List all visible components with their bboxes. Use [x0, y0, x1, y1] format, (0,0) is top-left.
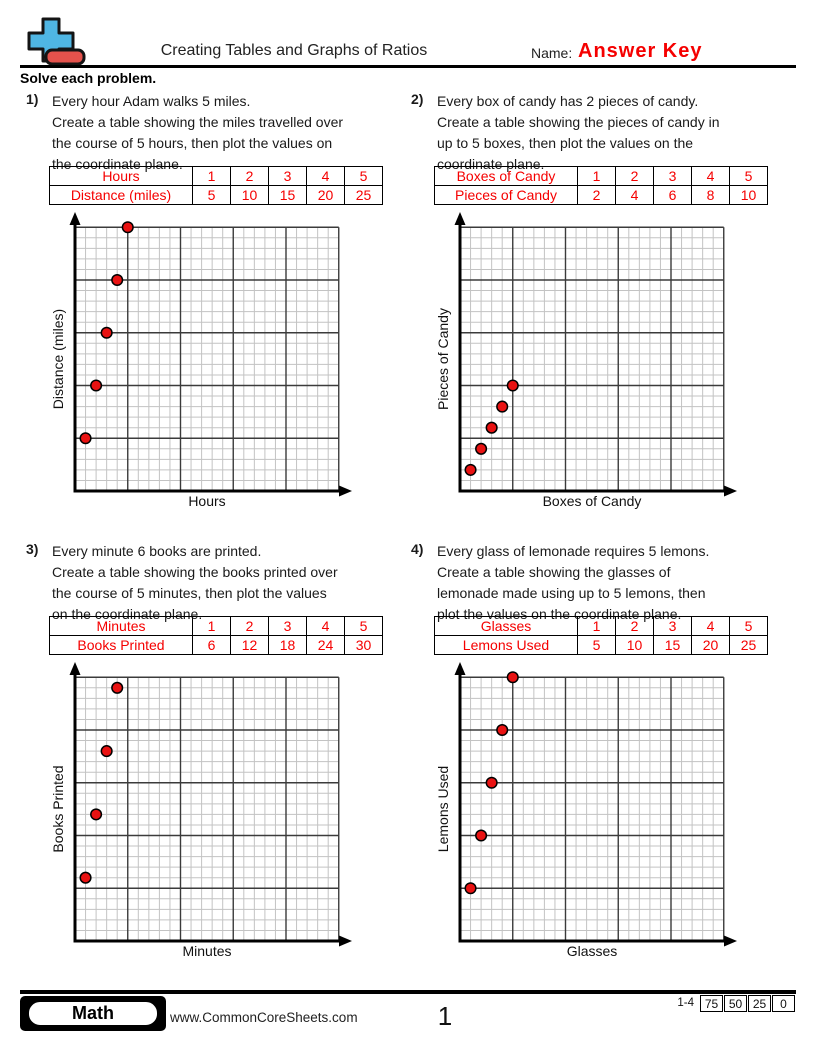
- problem-4: [409, 540, 793, 992]
- table-cell: 24: [307, 636, 345, 655]
- problem-text-line: Every minute 6 books are printed.: [52, 543, 262, 559]
- page-title: Creating Tables and Graphs of Ratios: [160, 42, 428, 59]
- table-cell: 5: [730, 617, 768, 636]
- data-point: [112, 275, 123, 286]
- x-axis-label: Glasses: [566, 943, 618, 959]
- table-cell: 2: [616, 167, 654, 186]
- problem-text-line: Every box of candy has 2 pieces of candy.: [437, 93, 699, 109]
- table-row: [435, 636, 768, 655]
- coordinate-plane-svg: [419, 658, 769, 962]
- table-cell: 5: [730, 167, 768, 186]
- score-table: [700, 995, 795, 1012]
- coordinate-plane-svg: [34, 208, 384, 512]
- table-cell: 30: [345, 636, 383, 655]
- table-cell: 6: [654, 186, 692, 205]
- footer-rule: [20, 990, 796, 994]
- problem-text-line: Create a table showing the books printed over: [52, 564, 338, 580]
- problem-number: 2): [411, 91, 424, 107]
- data-point: [91, 380, 102, 391]
- table-row: [435, 186, 768, 205]
- data-point: [80, 872, 91, 883]
- y-axis-arrow: [70, 662, 81, 675]
- table-cell: 5: [345, 167, 383, 186]
- x-axis-arrow: [724, 936, 737, 947]
- row-label: Distance (miles): [50, 186, 193, 205]
- table-cell: 4: [307, 617, 345, 636]
- website-url: www.CommonCoreSheets.com: [170, 1010, 358, 1025]
- x-axis-label: Minutes: [182, 943, 232, 959]
- data-point: [80, 433, 91, 444]
- problem-1: [24, 90, 408, 542]
- table-cell: 4: [307, 167, 345, 186]
- table-row: [50, 636, 383, 655]
- y-axis-arrow: [455, 212, 466, 225]
- table-cell: 2: [616, 617, 654, 636]
- score-cell: 25: [748, 995, 771, 1012]
- problem-text-line: coordinate plane.: [437, 156, 545, 172]
- instruction-text: Solve each problem.: [20, 70, 157, 86]
- ratio-table: [434, 616, 768, 655]
- table-cell: 1: [193, 167, 231, 186]
- data-point: [476, 444, 487, 455]
- math-badge: [20, 996, 166, 1031]
- row-label: Glasses: [435, 617, 578, 636]
- problem-text: [437, 541, 709, 625]
- table-row: [435, 167, 768, 186]
- data-point: [507, 380, 518, 391]
- name-label: Name:: [531, 45, 573, 61]
- table-cell: 1: [193, 617, 231, 636]
- problem-text-line: Create a table showing the glasses of: [437, 564, 671, 580]
- coordinate-plane: [419, 208, 769, 512]
- table-row: [50, 167, 383, 186]
- ratio-table: [49, 166, 383, 205]
- table-cell: 3: [654, 617, 692, 636]
- page-number: 1: [437, 1001, 453, 1031]
- coordinate-plane: [34, 208, 384, 512]
- data-point: [112, 683, 123, 694]
- data-point: [497, 725, 508, 736]
- table-row: [50, 617, 383, 636]
- problem-number: 3): [26, 541, 39, 557]
- problem-text-line: Create a table showing the miles travelled over: [52, 114, 344, 130]
- table-cell: 4: [616, 186, 654, 205]
- problem-number: 1): [26, 91, 39, 107]
- table-cell: 3: [269, 167, 307, 186]
- table-cell: 2: [578, 186, 616, 205]
- data-point: [486, 777, 497, 788]
- coordinate-plane: [419, 658, 769, 962]
- table-cell: 15: [654, 636, 692, 655]
- table-cell: 5: [345, 617, 383, 636]
- subject-label: Math: [27, 1000, 159, 1027]
- problem-text-line: plot the values on the coordinate plane.: [437, 606, 682, 622]
- y-axis-label: Books Printed: [50, 765, 66, 853]
- data-point: [91, 809, 102, 820]
- data-point: [486, 422, 497, 433]
- x-axis-arrow: [339, 936, 352, 947]
- y-axis-label: Distance (miles): [50, 308, 66, 410]
- table-cell: 15: [269, 186, 307, 205]
- data-point: [465, 883, 476, 894]
- score-cell: 75: [700, 995, 723, 1012]
- row-label: Books Printed: [50, 636, 193, 655]
- table-cell: 20: [692, 636, 730, 655]
- table-cell: 1: [578, 167, 616, 186]
- table-row: [50, 186, 383, 205]
- table-cell: 3: [269, 617, 307, 636]
- table-cell: 25: [345, 186, 383, 205]
- problem-2: [409, 90, 793, 542]
- ratio-table: [49, 616, 383, 655]
- x-axis-arrow: [724, 486, 737, 497]
- table-cell: 5: [578, 636, 616, 655]
- table-cell: 1: [578, 617, 616, 636]
- problem-text: [437, 91, 720, 175]
- problem-text-line: on the coordinate plane.: [52, 606, 203, 622]
- problem-text-line: Create a table showing the pieces of candy in: [437, 114, 720, 130]
- problem-text-line: up to 5 boxes, then plot the values on the: [437, 135, 694, 151]
- coordinate-plane-svg: [419, 208, 769, 512]
- row-label: Minutes: [50, 617, 193, 636]
- commoncoresheets-logo: [16, 12, 106, 68]
- coordinate-plane-svg: [34, 658, 384, 962]
- problem-text-line: the course of 5 hours, then plot the values on: [52, 135, 333, 151]
- x-axis-arrow: [339, 486, 352, 497]
- problem-number: 4): [411, 541, 424, 557]
- data-point: [101, 327, 112, 338]
- table-cell: 5: [193, 186, 231, 205]
- data-point: [507, 672, 518, 683]
- header-rule: [20, 65, 796, 68]
- problem-range: 1-4: [677, 997, 694, 1009]
- y-axis-label: Lemons Used: [435, 765, 451, 853]
- data-point: [465, 465, 476, 476]
- y-axis-arrow: [455, 662, 466, 675]
- problem-text-line: lemonade made using up to 5 lemons, then: [437, 585, 706, 601]
- table-row: [435, 617, 768, 636]
- table-cell: 2: [231, 617, 269, 636]
- problem-text-line: Every glass of lemonade requires 5 lemons.: [437, 543, 710, 559]
- row-label: Boxes of Candy: [435, 167, 578, 186]
- table-cell: 20: [307, 186, 345, 205]
- table-cell: 12: [231, 636, 269, 655]
- row-label: Lemons Used: [435, 636, 578, 655]
- problem-3: [24, 540, 408, 992]
- answer-key-text: Answer Key: [578, 40, 703, 62]
- table-cell: 4: [692, 167, 730, 186]
- problem-text: [52, 541, 338, 625]
- y-axis-label: Pieces of Candy: [435, 308, 451, 410]
- table-cell: 10: [616, 636, 654, 655]
- data-point: [101, 746, 112, 757]
- problem-text-line: Every hour Adam walks 5 miles.: [52, 93, 251, 109]
- row-label: Pieces of Candy: [435, 186, 578, 205]
- ratio-table: [434, 166, 768, 205]
- table-cell: 6: [193, 636, 231, 655]
- coordinate-plane: [34, 658, 384, 962]
- table-cell: 18: [269, 636, 307, 655]
- y-axis-arrow: [70, 212, 81, 225]
- problem-text: [52, 91, 343, 175]
- minus-icon: [46, 50, 84, 64]
- data-point: [497, 401, 508, 412]
- table-cell: 4: [692, 617, 730, 636]
- table-cell: 10: [730, 186, 768, 205]
- problem-text-line: the course of 5 minutes, then plot the values: [52, 585, 327, 601]
- x-axis-label: Boxes of Candy: [542, 493, 642, 509]
- table-cell: 3: [654, 167, 692, 186]
- score-cell: 50: [724, 995, 747, 1012]
- table-cell: 2: [231, 167, 269, 186]
- problem-text-line: the coordinate plane.: [52, 156, 183, 172]
- table-cell: 25: [730, 636, 768, 655]
- table-cell: 10: [231, 186, 269, 205]
- table-cell: 8: [692, 186, 730, 205]
- row-label: Hours: [50, 167, 193, 186]
- x-axis-label: Hours: [188, 493, 226, 509]
- data-point: [476, 830, 487, 841]
- score-cell: 0: [772, 995, 795, 1012]
- data-point: [122, 222, 133, 233]
